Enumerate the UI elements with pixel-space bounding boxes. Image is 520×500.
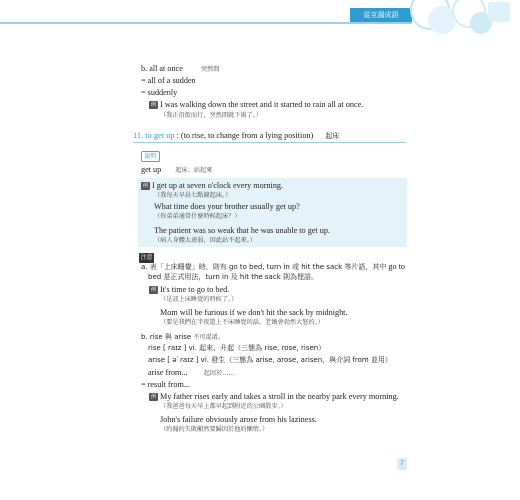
example-icon: 例 <box>150 394 156 401</box>
note-a-example-1-zh: （是該上床睡覺的時候了。） <box>160 296 238 303</box>
note-b-head-zh: 不可混淆。 <box>193 334 225 341</box>
page-number: 7 <box>397 458 407 470</box>
prev-phrase-zh: 突然間 <box>200 66 220 73</box>
box-example-2-en: What time does your brother usually get up? <box>154 202 300 211</box>
box-example-2-zh: （你弟弟通常什麼時候起床？） <box>154 213 241 220</box>
note-b-heading <box>141 332 224 342</box>
section-title: to get up <box>145 131 175 140</box>
note-badge: 注意 <box>140 254 153 261</box>
note-b-example-1-en: My father rises early and takes a stroll in the nearby park every morning. <box>160 392 399 401</box>
book-icon <box>488 2 510 22</box>
box-example-1-en: I get up at seven o'clock every morning. <box>152 181 284 190</box>
note-a-example-1 <box>149 285 229 295</box>
section-heading <box>133 131 339 142</box>
note-b-example-1 <box>149 392 399 402</box>
example-icon: 例 <box>150 102 156 109</box>
note-b-arise-from-line <box>148 368 235 378</box>
explanation-word: get up <box>141 165 162 174</box>
box-example-3-zh: （病人身體太虛弱，因此站不起來。） <box>154 237 257 244</box>
header-rule <box>0 22 412 24</box>
note-b-rise: rise [ raɪz ] vi. 起來、升起（三態為 rise, rose, risen） <box>148 344 326 352</box>
explanation-badge: 說明 <box>141 151 160 162</box>
note-b-head: b. rise 與 arise <box>141 333 192 341</box>
note-b-arise-from: arise from... <box>148 368 188 377</box>
explanation-line <box>141 165 212 175</box>
note-b-example-2-en: John's failure obviously arose from his laziness. <box>160 415 317 424</box>
prev-phrase: b. all at once <box>141 64 183 73</box>
prev-phrase-line <box>141 64 219 74</box>
note-b-arise-from-zh: 起因於…… <box>203 370 235 377</box>
section-number: 11. <box>133 131 144 140</box>
prev-synonym-2: = suddenly <box>141 88 178 97</box>
box-example-1-zh: （我每天早晨七點鐘起床。） <box>154 192 232 199</box>
note-a-line-1 <box>141 262 405 272</box>
box-example-3-en: The patient was so weak that he was unable to get up. <box>154 226 330 235</box>
note-a-example-2-zh: （要是我們在半夜還上不床睡覺的話，老媽會勃然大怒的。） <box>160 319 324 326</box>
note-b-arise: arise [ əˋraɪz ] vi. 發生（三態為 arise, arose, arisen，與介詞 from 並用） <box>148 356 392 364</box>
example-icon: 例 <box>142 183 148 190</box>
box-example-1 <box>141 181 283 191</box>
example-icon: 例 <box>150 287 156 294</box>
prev-example <box>149 100 363 110</box>
note-a-example-2-en: Mom will be furious if we don't hit the sack by midnight. <box>160 308 348 317</box>
prev-example-zh: （我正沿街而行，突然間就下雨了。） <box>160 112 263 119</box>
prev-synonym-1: = all of a sudden <box>141 76 196 85</box>
section-rule <box>133 142 406 143</box>
explanation-word-zh: 起床；站起來 <box>175 167 213 174</box>
note-a-line-2: bed 是正式用法，turn in 及 hit the sack 則為俚語。 <box>148 273 318 281</box>
note-a-text: a. 表「上床睡覺」時，則有 go to bed, turn in 或 hit the sack 等片語，其中 <box>141 263 387 271</box>
section-definition: : (to rise, to change from a lying position) <box>176 131 314 140</box>
note-b-example-2-zh: （約翰的失敗顯然要歸因於他的懶惰。） <box>160 426 269 433</box>
section-title-zh: 起床 <box>325 132 340 140</box>
note-a-text-end: go to <box>388 262 406 271</box>
note-b-example-1-zh: （我爸爸每天早上都早起到附近的公園散步。） <box>160 403 287 410</box>
note-a-example-1-en: It's time to go to bed. <box>160 285 230 294</box>
chapter-tab: 從克漏成語 <box>350 8 412 22</box>
prev-example-en: I was walking down the street and it started to rain all at once. <box>160 100 364 109</box>
note-b-equivalent: = result from... <box>141 380 190 389</box>
